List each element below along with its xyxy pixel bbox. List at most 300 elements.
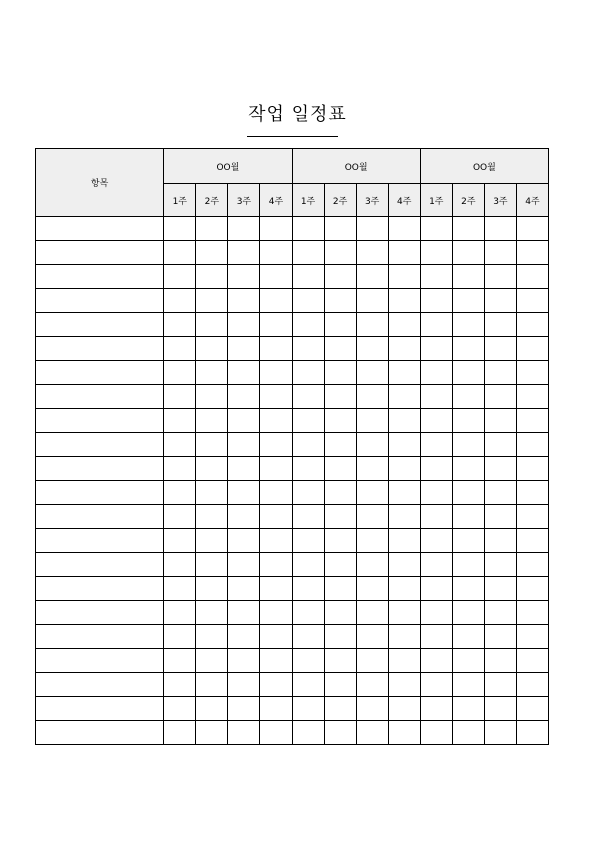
schedule-cell[interactable] <box>516 673 548 697</box>
schedule-cell[interactable] <box>196 673 228 697</box>
schedule-cell[interactable] <box>228 457 260 481</box>
schedule-cell[interactable] <box>260 601 292 625</box>
schedule-cell[interactable] <box>484 601 516 625</box>
schedule-cell[interactable] <box>292 241 324 265</box>
schedule-cell[interactable] <box>516 409 548 433</box>
schedule-cell[interactable] <box>388 577 420 601</box>
schedule-cell[interactable] <box>324 361 356 385</box>
table-row <box>36 577 549 601</box>
schedule-cell[interactable] <box>324 385 356 409</box>
schedule-cell[interactable] <box>516 577 548 601</box>
schedule-cell[interactable] <box>228 649 260 673</box>
table-row <box>36 529 549 553</box>
schedule-cell[interactable] <box>516 697 548 721</box>
schedule-cell[interactable] <box>452 553 484 577</box>
schedule-cell[interactable] <box>260 529 292 553</box>
schedule-cell[interactable] <box>292 265 324 289</box>
schedule-cell[interactable] <box>260 697 292 721</box>
schedule-cell[interactable] <box>516 265 548 289</box>
schedule-cell[interactable] <box>516 385 548 409</box>
schedule-cell[interactable] <box>356 601 388 625</box>
schedule-cell[interactable] <box>420 241 452 265</box>
schedule-cell[interactable] <box>484 625 516 649</box>
schedule-cell[interactable] <box>388 409 420 433</box>
schedule-cell[interactable] <box>228 553 260 577</box>
schedule-cell[interactable] <box>196 553 228 577</box>
schedule-cell[interactable] <box>324 553 356 577</box>
schedule-cell[interactable] <box>196 289 228 313</box>
week-header-cell: 3주 <box>484 184 516 217</box>
schedule-cell[interactable] <box>452 241 484 265</box>
table-row <box>36 217 549 241</box>
schedule-cell[interactable] <box>292 457 324 481</box>
schedule-cell[interactable] <box>388 625 420 649</box>
item-cell[interactable] <box>36 481 164 505</box>
schedule-cell[interactable] <box>164 553 196 577</box>
schedule-cell[interactable] <box>420 409 452 433</box>
schedule-cell[interactable] <box>260 577 292 601</box>
schedule-cell[interactable] <box>484 265 516 289</box>
schedule-cell[interactable] <box>324 601 356 625</box>
schedule-cell[interactable] <box>196 697 228 721</box>
schedule-cell[interactable] <box>164 601 196 625</box>
schedule-cell[interactable] <box>452 433 484 457</box>
item-cell[interactable] <box>36 409 164 433</box>
schedule-cell[interactable] <box>196 385 228 409</box>
schedule-cell[interactable] <box>196 265 228 289</box>
schedule-cell[interactable] <box>164 265 196 289</box>
schedule-cell[interactable] <box>452 505 484 529</box>
schedule-cell[interactable] <box>324 409 356 433</box>
schedule-cell[interactable] <box>228 433 260 457</box>
schedule-cell[interactable] <box>484 697 516 721</box>
schedule-cell[interactable] <box>228 697 260 721</box>
schedule-cell[interactable] <box>452 697 484 721</box>
schedule-cell[interactable] <box>164 289 196 313</box>
schedule-cell[interactable] <box>484 457 516 481</box>
schedule-cell[interactable] <box>228 505 260 529</box>
item-cell[interactable] <box>36 577 164 601</box>
schedule-cell[interactable] <box>196 241 228 265</box>
schedule-cell[interactable] <box>292 385 324 409</box>
item-cell[interactable] <box>36 553 164 577</box>
schedule-cell[interactable] <box>228 673 260 697</box>
table-row <box>36 385 549 409</box>
schedule-cell[interactable] <box>228 361 260 385</box>
schedule-cell[interactable] <box>516 313 548 337</box>
schedule-cell[interactable] <box>292 721 324 745</box>
item-cell[interactable] <box>36 457 164 481</box>
week-header-cell: 2주 <box>324 184 356 217</box>
item-cell[interactable] <box>36 601 164 625</box>
schedule-cell[interactable] <box>484 361 516 385</box>
schedule-cell[interactable] <box>164 337 196 361</box>
schedule-cell[interactable] <box>452 217 484 241</box>
schedule-cell[interactable] <box>228 313 260 337</box>
schedule-cell[interactable] <box>452 673 484 697</box>
schedule-cell[interactable] <box>164 481 196 505</box>
schedule-cell[interactable] <box>260 289 292 313</box>
schedule-cell[interactable] <box>388 529 420 553</box>
schedule-cell[interactable] <box>484 433 516 457</box>
schedule-cell[interactable] <box>324 577 356 601</box>
schedule-cell[interactable] <box>196 721 228 745</box>
schedule-cell[interactable] <box>516 433 548 457</box>
schedule-cell[interactable] <box>420 649 452 673</box>
schedule-cell[interactable] <box>420 289 452 313</box>
schedule-cell[interactable] <box>516 625 548 649</box>
schedule-cell[interactable] <box>164 409 196 433</box>
schedule-cell[interactable] <box>356 361 388 385</box>
schedule-cell[interactable] <box>516 505 548 529</box>
schedule-cell[interactable] <box>324 313 356 337</box>
schedule-cell[interactable] <box>324 625 356 649</box>
schedule-cell[interactable] <box>196 361 228 385</box>
schedule-cell[interactable] <box>292 577 324 601</box>
schedule-cell[interactable] <box>228 721 260 745</box>
schedule-cell[interactable] <box>324 649 356 673</box>
schedule-cell[interactable] <box>228 385 260 409</box>
schedule-cell[interactable] <box>420 481 452 505</box>
schedule-cell[interactable] <box>420 505 452 529</box>
schedule-cell[interactable] <box>164 217 196 241</box>
schedule-cell[interactable] <box>516 337 548 361</box>
schedule-cell[interactable] <box>196 505 228 529</box>
schedule-cell[interactable] <box>388 457 420 481</box>
schedule-cell[interactable] <box>228 289 260 313</box>
schedule-cell[interactable] <box>516 721 548 745</box>
schedule-cell[interactable] <box>388 217 420 241</box>
schedule-cell[interactable] <box>196 409 228 433</box>
schedule-cell[interactable] <box>292 337 324 361</box>
schedule-cell[interactable] <box>196 649 228 673</box>
schedule-cell[interactable] <box>260 313 292 337</box>
item-cell[interactable] <box>36 265 164 289</box>
schedule-cell[interactable] <box>228 265 260 289</box>
schedule-cell[interactable] <box>196 625 228 649</box>
schedule-cell[interactable] <box>420 433 452 457</box>
schedule-cell[interactable] <box>484 577 516 601</box>
schedule-cell[interactable] <box>484 313 516 337</box>
schedule-cell[interactable] <box>452 529 484 553</box>
schedule-cell[interactable] <box>164 529 196 553</box>
schedule-cell[interactable] <box>420 529 452 553</box>
schedule-cell[interactable] <box>388 505 420 529</box>
schedule-cell[interactable] <box>292 529 324 553</box>
schedule-cell[interactable] <box>452 265 484 289</box>
item-cell[interactable] <box>36 529 164 553</box>
schedule-cell[interactable] <box>260 433 292 457</box>
schedule-cell[interactable] <box>356 241 388 265</box>
schedule-cell[interactable] <box>324 697 356 721</box>
schedule-cell[interactable] <box>516 481 548 505</box>
schedule-cell[interactable] <box>260 241 292 265</box>
schedule-cell[interactable] <box>196 577 228 601</box>
schedule-cell[interactable] <box>196 529 228 553</box>
item-cell[interactable] <box>36 289 164 313</box>
schedule-cell[interactable] <box>164 721 196 745</box>
schedule-cell[interactable] <box>356 625 388 649</box>
schedule-cell[interactable] <box>324 457 356 481</box>
schedule-cell[interactable] <box>516 289 548 313</box>
schedule-cell[interactable] <box>420 313 452 337</box>
schedule-cell[interactable] <box>324 673 356 697</box>
schedule-cell[interactable] <box>356 337 388 361</box>
item-cell[interactable] <box>36 241 164 265</box>
item-column-header: 항목 <box>36 149 164 217</box>
schedule-cell[interactable] <box>260 337 292 361</box>
schedule-cell[interactable] <box>292 409 324 433</box>
schedule-cell[interactable] <box>420 697 452 721</box>
schedule-cell[interactable] <box>356 385 388 409</box>
schedule-cell[interactable] <box>516 457 548 481</box>
schedule-cell[interactable] <box>324 337 356 361</box>
schedule-cell[interactable] <box>164 433 196 457</box>
schedule-cell[interactable] <box>420 553 452 577</box>
schedule-cell[interactable] <box>324 505 356 529</box>
schedule-cell[interactable] <box>484 649 516 673</box>
schedule-cell[interactable] <box>292 673 324 697</box>
schedule-cell[interactable] <box>164 577 196 601</box>
schedule-cell[interactable] <box>420 625 452 649</box>
schedule-cell[interactable] <box>196 217 228 241</box>
schedule-cell[interactable] <box>452 289 484 313</box>
schedule-cell[interactable] <box>420 601 452 625</box>
schedule-cell[interactable] <box>292 697 324 721</box>
schedule-cell[interactable] <box>484 673 516 697</box>
table-row <box>36 601 549 625</box>
schedule-cell[interactable] <box>388 697 420 721</box>
schedule-cell[interactable] <box>324 265 356 289</box>
table-row <box>36 289 549 313</box>
schedule-cell[interactable] <box>292 313 324 337</box>
schedule-cell[interactable] <box>228 337 260 361</box>
schedule-cell[interactable] <box>356 409 388 433</box>
schedule-cell[interactable] <box>452 313 484 337</box>
schedule-cell[interactable] <box>164 505 196 529</box>
schedule-cell[interactable] <box>196 481 228 505</box>
schedule-cell[interactable] <box>484 529 516 553</box>
schedule-cell[interactable] <box>356 505 388 529</box>
schedule-cell[interactable] <box>452 481 484 505</box>
schedule-cell[interactable] <box>484 241 516 265</box>
schedule-cell[interactable] <box>356 265 388 289</box>
schedule-cell[interactable] <box>164 241 196 265</box>
schedule-cell[interactable] <box>356 481 388 505</box>
schedule-cell[interactable] <box>164 313 196 337</box>
schedule-cell[interactable] <box>516 241 548 265</box>
schedule-cell[interactable] <box>196 313 228 337</box>
schedule-cell[interactable] <box>260 673 292 697</box>
schedule-cell[interactable] <box>452 625 484 649</box>
schedule-cell[interactable] <box>260 385 292 409</box>
schedule-cell[interactable] <box>260 481 292 505</box>
schedule-cell[interactable] <box>388 313 420 337</box>
week-header-cell: 1주 <box>164 184 196 217</box>
schedule-cell[interactable] <box>356 217 388 241</box>
schedule-cell[interactable] <box>420 361 452 385</box>
schedule-cell[interactable] <box>196 601 228 625</box>
schedule-cell[interactable] <box>356 313 388 337</box>
schedule-cell[interactable] <box>388 553 420 577</box>
schedule-cell[interactable] <box>324 529 356 553</box>
schedule-cell[interactable] <box>356 553 388 577</box>
schedule-cell[interactable] <box>420 265 452 289</box>
schedule-cell[interactable] <box>484 721 516 745</box>
month-header-row <box>36 149 549 184</box>
schedule-cell[interactable] <box>516 601 548 625</box>
schedule-cell[interactable] <box>228 409 260 433</box>
schedule-cell[interactable] <box>388 649 420 673</box>
schedule-cell[interactable] <box>516 217 548 241</box>
schedule-cell[interactable] <box>484 217 516 241</box>
schedule-cell[interactable] <box>484 553 516 577</box>
schedule-cell[interactable] <box>292 361 324 385</box>
schedule-cell[interactable] <box>388 601 420 625</box>
item-cell[interactable] <box>36 217 164 241</box>
schedule-cell[interactable] <box>388 337 420 361</box>
schedule-cell[interactable] <box>356 433 388 457</box>
schedule-cell[interactable] <box>292 505 324 529</box>
schedule-cell[interactable] <box>452 577 484 601</box>
schedule-cell[interactable] <box>228 481 260 505</box>
schedule-cell[interactable] <box>388 241 420 265</box>
schedule-cell[interactable] <box>260 553 292 577</box>
item-cell[interactable] <box>36 721 164 745</box>
schedule-cell[interactable] <box>164 649 196 673</box>
schedule-cell[interactable] <box>420 721 452 745</box>
schedule-cell[interactable] <box>164 673 196 697</box>
schedule-cell[interactable] <box>356 289 388 313</box>
schedule-cell[interactable] <box>452 457 484 481</box>
schedule-cell[interactable] <box>260 361 292 385</box>
item-cell[interactable] <box>36 649 164 673</box>
item-cell[interactable] <box>36 385 164 409</box>
schedule-cell[interactable] <box>388 385 420 409</box>
schedule-cell[interactable] <box>484 481 516 505</box>
schedule-cell[interactable] <box>420 217 452 241</box>
schedule-cell[interactable] <box>420 577 452 601</box>
schedule-cell[interactable] <box>484 505 516 529</box>
schedule-cell[interactable] <box>324 241 356 265</box>
schedule-cell[interactable] <box>260 217 292 241</box>
schedule-cell[interactable] <box>228 625 260 649</box>
schedule-cell[interactable] <box>260 625 292 649</box>
schedule-cell[interactable] <box>292 649 324 673</box>
table-row <box>36 673 549 697</box>
schedule-cell[interactable] <box>292 289 324 313</box>
schedule-cell[interactable] <box>324 217 356 241</box>
schedule-cell[interactable] <box>388 481 420 505</box>
schedule-cell[interactable] <box>324 481 356 505</box>
schedule-cell[interactable] <box>164 385 196 409</box>
schedule-cell[interactable] <box>228 217 260 241</box>
item-cell[interactable] <box>36 361 164 385</box>
schedule-cell[interactable] <box>484 337 516 361</box>
schedule-cell[interactable] <box>356 529 388 553</box>
schedule-cell[interactable] <box>484 385 516 409</box>
week-header-cell: 2주 <box>452 184 484 217</box>
item-cell[interactable] <box>36 697 164 721</box>
schedule-cell[interactable] <box>228 241 260 265</box>
schedule-cell[interactable] <box>260 457 292 481</box>
schedule-cell[interactable] <box>388 361 420 385</box>
schedule-cell[interactable] <box>388 289 420 313</box>
schedule-cell[interactable] <box>164 697 196 721</box>
schedule-cell[interactable] <box>420 673 452 697</box>
item-cell[interactable] <box>36 337 164 361</box>
schedule-cell[interactable] <box>196 337 228 361</box>
schedule-cell[interactable] <box>452 409 484 433</box>
item-cell[interactable] <box>36 433 164 457</box>
item-cell[interactable] <box>36 673 164 697</box>
schedule-cell[interactable] <box>260 265 292 289</box>
schedule-cell[interactable] <box>516 553 548 577</box>
schedule-cell[interactable] <box>292 433 324 457</box>
schedule-cell[interactable] <box>196 433 228 457</box>
schedule-cell[interactable] <box>260 721 292 745</box>
schedule-cell[interactable] <box>260 409 292 433</box>
item-cell[interactable] <box>36 313 164 337</box>
schedule-cell[interactable] <box>452 361 484 385</box>
schedule-cell[interactable] <box>452 649 484 673</box>
schedule-cell[interactable] <box>516 529 548 553</box>
schedule-cell[interactable] <box>452 601 484 625</box>
schedule-cell[interactable] <box>324 433 356 457</box>
item-cell[interactable] <box>36 505 164 529</box>
schedule-cell[interactable] <box>356 457 388 481</box>
schedule-cell[interactable] <box>324 289 356 313</box>
schedule-cell[interactable] <box>164 361 196 385</box>
schedule-cell[interactable] <box>452 721 484 745</box>
schedule-cell[interactable] <box>228 577 260 601</box>
schedule-cell[interactable] <box>292 217 324 241</box>
schedule-cell[interactable] <box>356 721 388 745</box>
schedule-cell[interactable] <box>164 457 196 481</box>
schedule-cell[interactable] <box>292 625 324 649</box>
schedule-cell[interactable] <box>292 601 324 625</box>
schedule-cell[interactable] <box>260 649 292 673</box>
schedule-cell[interactable] <box>228 601 260 625</box>
schedule-cell[interactable] <box>356 673 388 697</box>
schedule-cell[interactable] <box>420 337 452 361</box>
schedule-cell[interactable] <box>452 385 484 409</box>
schedule-cell[interactable] <box>516 361 548 385</box>
schedule-cell[interactable] <box>484 409 516 433</box>
schedule-cell[interactable] <box>452 337 484 361</box>
schedule-cell[interactable] <box>228 529 260 553</box>
schedule-cell[interactable] <box>356 649 388 673</box>
schedule-cell[interactable] <box>292 553 324 577</box>
schedule-cell[interactable] <box>292 481 324 505</box>
item-cell[interactable] <box>36 625 164 649</box>
table-row <box>36 721 549 745</box>
schedule-cell[interactable] <box>484 289 516 313</box>
schedule-cell[interactable] <box>164 625 196 649</box>
schedule-cell[interactable] <box>388 673 420 697</box>
schedule-cell[interactable] <box>388 433 420 457</box>
schedule-cell[interactable] <box>260 505 292 529</box>
schedule-cell[interactable] <box>324 721 356 745</box>
schedule-cell[interactable] <box>388 265 420 289</box>
schedule-cell[interactable] <box>388 721 420 745</box>
schedule-cell[interactable] <box>356 697 388 721</box>
schedule-cell[interactable] <box>356 577 388 601</box>
schedule-cell[interactable] <box>516 649 548 673</box>
schedule-cell[interactable] <box>420 385 452 409</box>
schedule-cell[interactable] <box>196 457 228 481</box>
schedule-cell[interactable] <box>420 457 452 481</box>
